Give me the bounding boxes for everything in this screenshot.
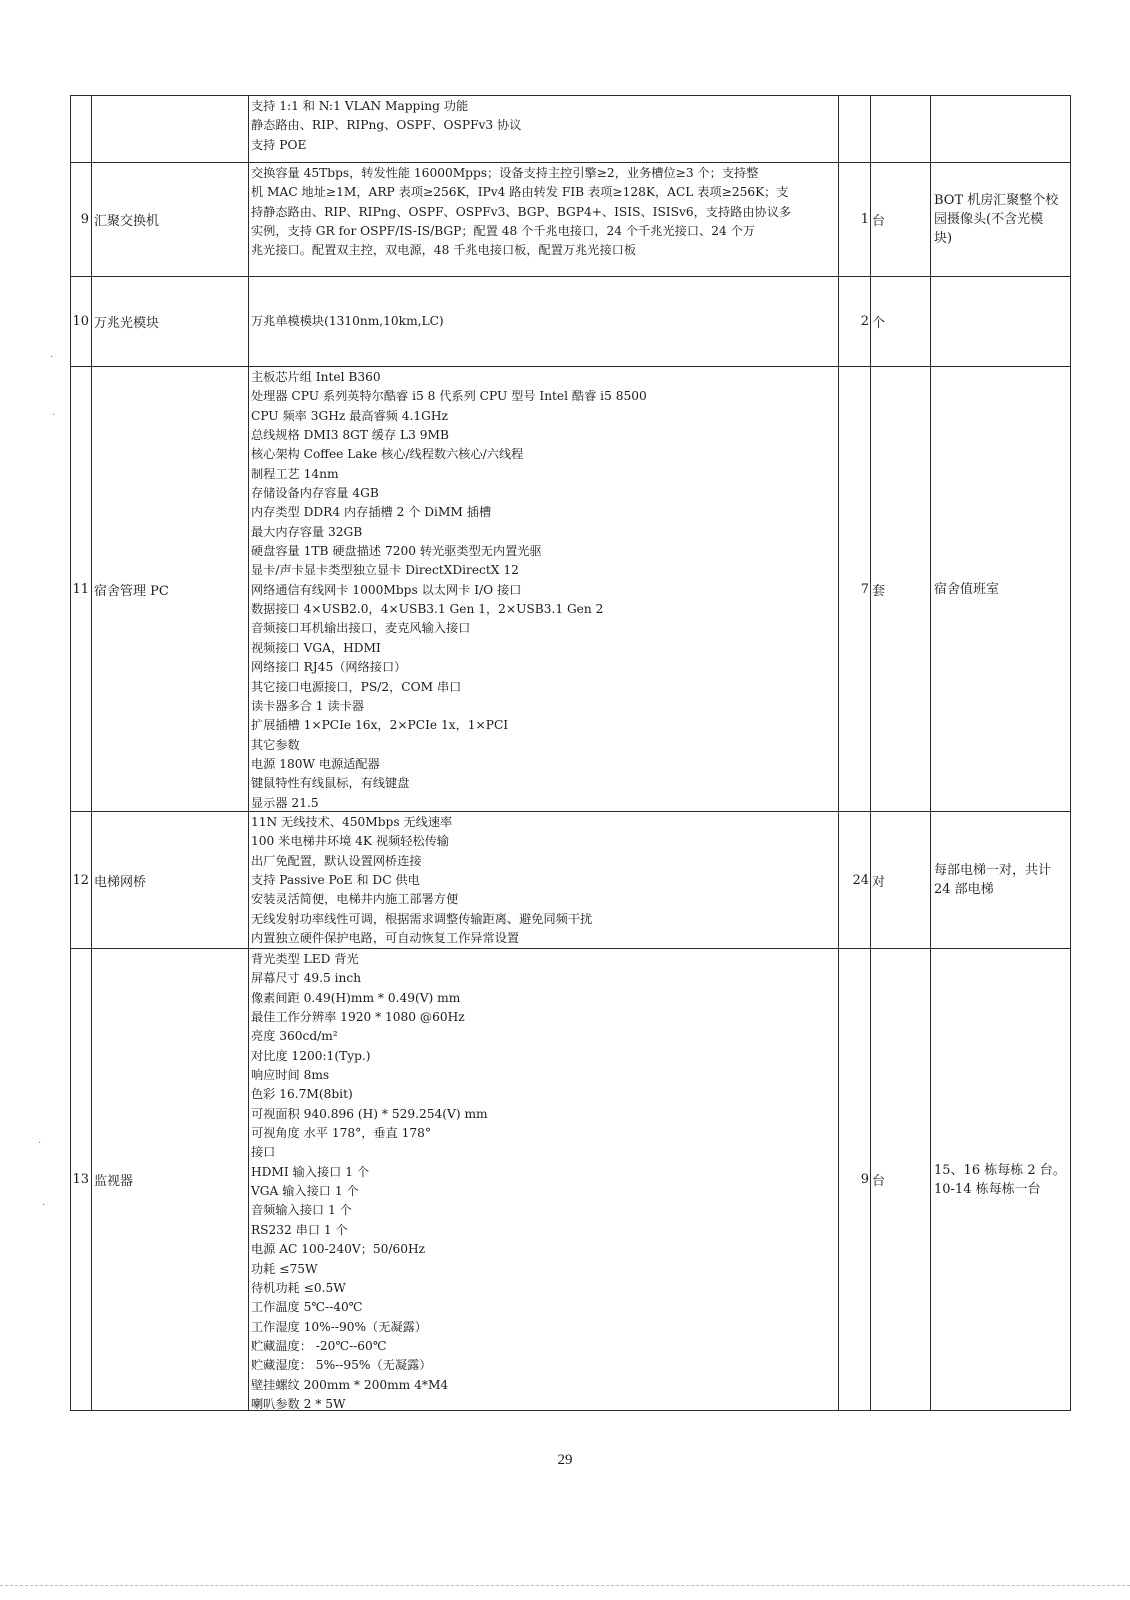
item-quantity: 1 <box>860 212 869 227</box>
spec-line: 显示器 21.5 <box>251 795 319 810</box>
item-quantity: 9 <box>860 1172 869 1187</box>
spec-line: 支持 POE <box>251 137 307 152</box>
spec-line: 支持 Passive PoE 和 DC 供电 <box>251 873 420 888</box>
item-spec <box>248 949 838 1410</box>
item-name <box>91 96 248 162</box>
spec-line: 安装灵活简便，电梯井内施工部署方便 <box>251 892 459 907</box>
item-remark <box>930 812 1070 948</box>
spec-line: 亮度 360cd/m² <box>251 1029 338 1044</box>
spec-line: 电源 AC 100-240V；50/60Hz <box>251 1242 426 1257</box>
item-spec <box>248 812 838 948</box>
item-number: 12 <box>72 872 89 888</box>
item-quantity: 7 <box>860 581 869 597</box>
spec-line: 支持 1:1 和 N:1 VLAN Mapping 功能 <box>251 99 469 113</box>
spec-line: RS232 串口 1 个 <box>251 1222 348 1237</box>
spec-line: 网络接口 RJ45（网络接口） <box>251 660 407 675</box>
item-number: 9 <box>80 212 89 227</box>
remark-line: 每部电梯一对，共计 <box>934 863 1052 878</box>
spec-line: 可视角度 水平 178°，垂直 178° <box>251 1126 432 1141</box>
item-quantity: 24 <box>852 872 869 888</box>
item-spec <box>248 163 838 276</box>
spec-line: 对比度 1200:1(Typ.) <box>251 1048 371 1063</box>
item-name: 万兆光模块 <box>94 316 160 331</box>
remark-line: 块) <box>934 231 953 246</box>
remark-line: BOT 机房汇聚整个校 <box>934 193 1059 208</box>
item-spec <box>248 277 838 366</box>
item-quantity: 2 <box>860 314 869 329</box>
item-unit: 台 <box>872 1174 886 1189</box>
remark-line: 24 部电梯 <box>934 882 994 897</box>
item-quantity <box>838 96 870 162</box>
spec-line: 实例，支持 GR for OSPF/IS-IS/BGP；配置 48 个千兆电接口，24 个千兆光接口、24 个万 <box>251 224 755 239</box>
spec-line: 主板芯片组 Intel B360 <box>251 370 381 384</box>
spec-line: 屏幕尺寸 49.5 inch <box>251 971 362 986</box>
item-remark <box>930 277 1070 366</box>
item-name: 监视器 <box>94 1174 134 1189</box>
remark-line: 园摄像头(不含光模 <box>934 212 1044 227</box>
spec-line: 最大内存容量 32GB <box>251 524 363 539</box>
item-unit: 个 <box>872 316 886 331</box>
spec-line: 读卡器多合 1 读卡器 <box>251 698 365 713</box>
spec-line: 11N 无线技术、450Mbps 无线速率 <box>251 815 453 829</box>
spec-line: 无线发射功率线性可调，根据需求调整传输距离、避免同频干扰 <box>251 911 593 926</box>
spec-line: CPU 频率 3GHz 最高睿频 4.1GHz <box>251 408 448 423</box>
page-number: 29 <box>557 1452 573 1468</box>
spec-line: 万兆单模模块(1310nm,10km,LC) <box>251 314 444 329</box>
spec-line: 内存类型 DDR4 内存插槽 2 个 DiMM 插槽 <box>251 505 492 520</box>
item-name: 电梯网桥 <box>94 874 147 890</box>
spec-line: 功耗 ≤75W <box>251 1261 318 1276</box>
spec-line: 工作温度 5℃--40℃ <box>251 1300 363 1315</box>
table-row-rule <box>70 1410 1071 1411</box>
spec-line: 扩展插槽 1×PCIe 16x，2×PCIe 1x，1×PCI <box>251 718 509 733</box>
scan-speck: · <box>42 1200 46 1211</box>
spec-line: 其它接口电源接口，PS/2，COM 串口 <box>251 679 462 694</box>
spec-line: 色彩 16.7M(8bit) <box>251 1087 353 1102</box>
spec-line: 可视面积 940.896 (H) * 529.254(V) mm <box>251 1106 488 1121</box>
spec-line: 音频接口耳机输出接口，麦克风输入接口 <box>251 621 471 636</box>
spec-line: 网络通信有线网卡 1000Mbps 以太网卡 I/O 接口 <box>251 582 522 597</box>
item-unit: 台 <box>872 214 886 229</box>
spec-line: 贮藏温度： -20℃--60℃ <box>251 1338 387 1353</box>
spec-line: 100 米电梯井环境 4K 视频轻松传输 <box>251 834 449 849</box>
remark-line: 10-14 栋每栋一台 <box>934 1181 1041 1197</box>
spec-line: 喇叭参数 2 * 5W <box>251 1396 346 1410</box>
item-number: 13 <box>72 1172 89 1187</box>
scan-speck: · <box>38 1138 42 1149</box>
scan-speck: · <box>50 352 54 363</box>
item-name: 汇聚交换机 <box>94 214 160 229</box>
item-remark <box>930 96 1070 162</box>
spec-line: 音频输入接口 1 个 <box>251 1203 352 1218</box>
spec-line: 显卡/声卡显卡类型独立显卡 DirectXDirectX 12 <box>251 563 519 578</box>
spec-line: 内置独立硬件保护电路，可自动恢复工作异常设置 <box>251 931 520 946</box>
remark-line: 宿舍值班室 <box>934 581 1000 597</box>
spec-line: 接口 <box>251 1145 276 1160</box>
item-remark <box>930 163 1070 276</box>
spec-line: VGA 输入接口 1 个 <box>251 1184 359 1199</box>
spec-line: 背光类型 LED 背光 <box>251 952 359 966</box>
spec-line: 存储设备内存容量 4GB <box>251 486 379 501</box>
table-column-rule <box>1070 95 1071 1410</box>
spec-line: 像素间距 0.49(H)mm * 0.49(V) mm <box>251 990 461 1005</box>
spec-line: 硬盘容量 1TB 硬盘描述 7200 转光驱类型无内置光驱 <box>251 544 542 559</box>
item-name: 宿舍管理 PC <box>94 583 169 599</box>
spec-line: 核心架构 Coffee Lake 核心/线程数六核心/六线程 <box>251 447 524 462</box>
item-remark <box>930 367 1070 811</box>
item-remark <box>930 949 1070 1410</box>
spec-line: 其它参数 <box>251 737 300 752</box>
item-unit <box>870 96 930 162</box>
item-unit: 对 <box>872 874 886 890</box>
spec-line: 出厂免配置，默认设置网桥连接 <box>251 853 422 868</box>
spec-line: 制程工艺 14nm <box>251 466 339 481</box>
remark-line: 15、16 栋每栋 2 台。 <box>934 1162 1066 1178</box>
spec-line: 贮藏湿度： 5%--95%（无凝露） <box>251 1358 432 1373</box>
spec-line: 数据接口 4×USB2.0，4×USB3.1 Gen 1，2×USB3.1 Gen 2 <box>251 602 604 617</box>
item-number <box>70 96 91 162</box>
spec-line: 最佳工作分辨率 1920 * 1080 @60Hz <box>251 1010 465 1025</box>
item-spec <box>248 96 838 162</box>
item-number: 11 <box>72 581 89 597</box>
spec-line: 机 MAC 地址≥1M，ARP 表项≥256K，IPv4 路由转发 FIB 表项≥128K，ACL 表项≥256K；支 <box>251 185 789 200</box>
item-unit: 套 <box>872 583 886 599</box>
item-spec <box>248 367 838 811</box>
spec-line: 兆光接口。配置双主控，双电源，48 千兆电接口板，配置万兆光接口板 <box>251 243 637 258</box>
spec-line: 总线规格 DMI3 8GT 缓存 L3 9MB <box>251 428 449 443</box>
spec-line: 键鼠特性有线鼠标，有线键盘 <box>251 776 410 791</box>
spec-line: 交换容量 45Tbps，转发性能 16000Mpps；设备支持主控引擎≥2，业务槽位≥3 个；支持整 <box>251 166 759 180</box>
spec-line: 电源 180W 电源适配器 <box>251 756 380 771</box>
spec-line: 静态路由、RIP、RIPng、OSPF、OSPFv3 协议 <box>251 118 522 133</box>
spec-line: 持静态路由、RIP、RIPng、OSPF、OSPFv3、BGP、BGP4+、ISIS、ISISv6，支持路由协议多 <box>251 204 792 219</box>
spec-line: 处理器 CPU 系列英特尔酷睿 i5 8 代系列 CPU 型号 Intel 酷睿 i5 8500 <box>251 389 647 404</box>
spec-line: 视频接口 VGA，HDMI <box>251 640 381 655</box>
item-number: 10 <box>72 314 89 329</box>
spec-line: 响应时间 8ms <box>251 1068 330 1083</box>
spec-line: HDMI 输入接口 1 个 <box>251 1164 370 1179</box>
scan-edge <box>0 1585 1130 1587</box>
spec-line: 壁挂螺纹 200mm * 200mm 4*M4 <box>251 1377 449 1392</box>
spec-line: 工作湿度 10%--90%（无凝露） <box>251 1319 427 1334</box>
spec-line: 待机功耗 ≤0.5W <box>251 1280 346 1295</box>
scan-speck: · <box>52 410 56 421</box>
